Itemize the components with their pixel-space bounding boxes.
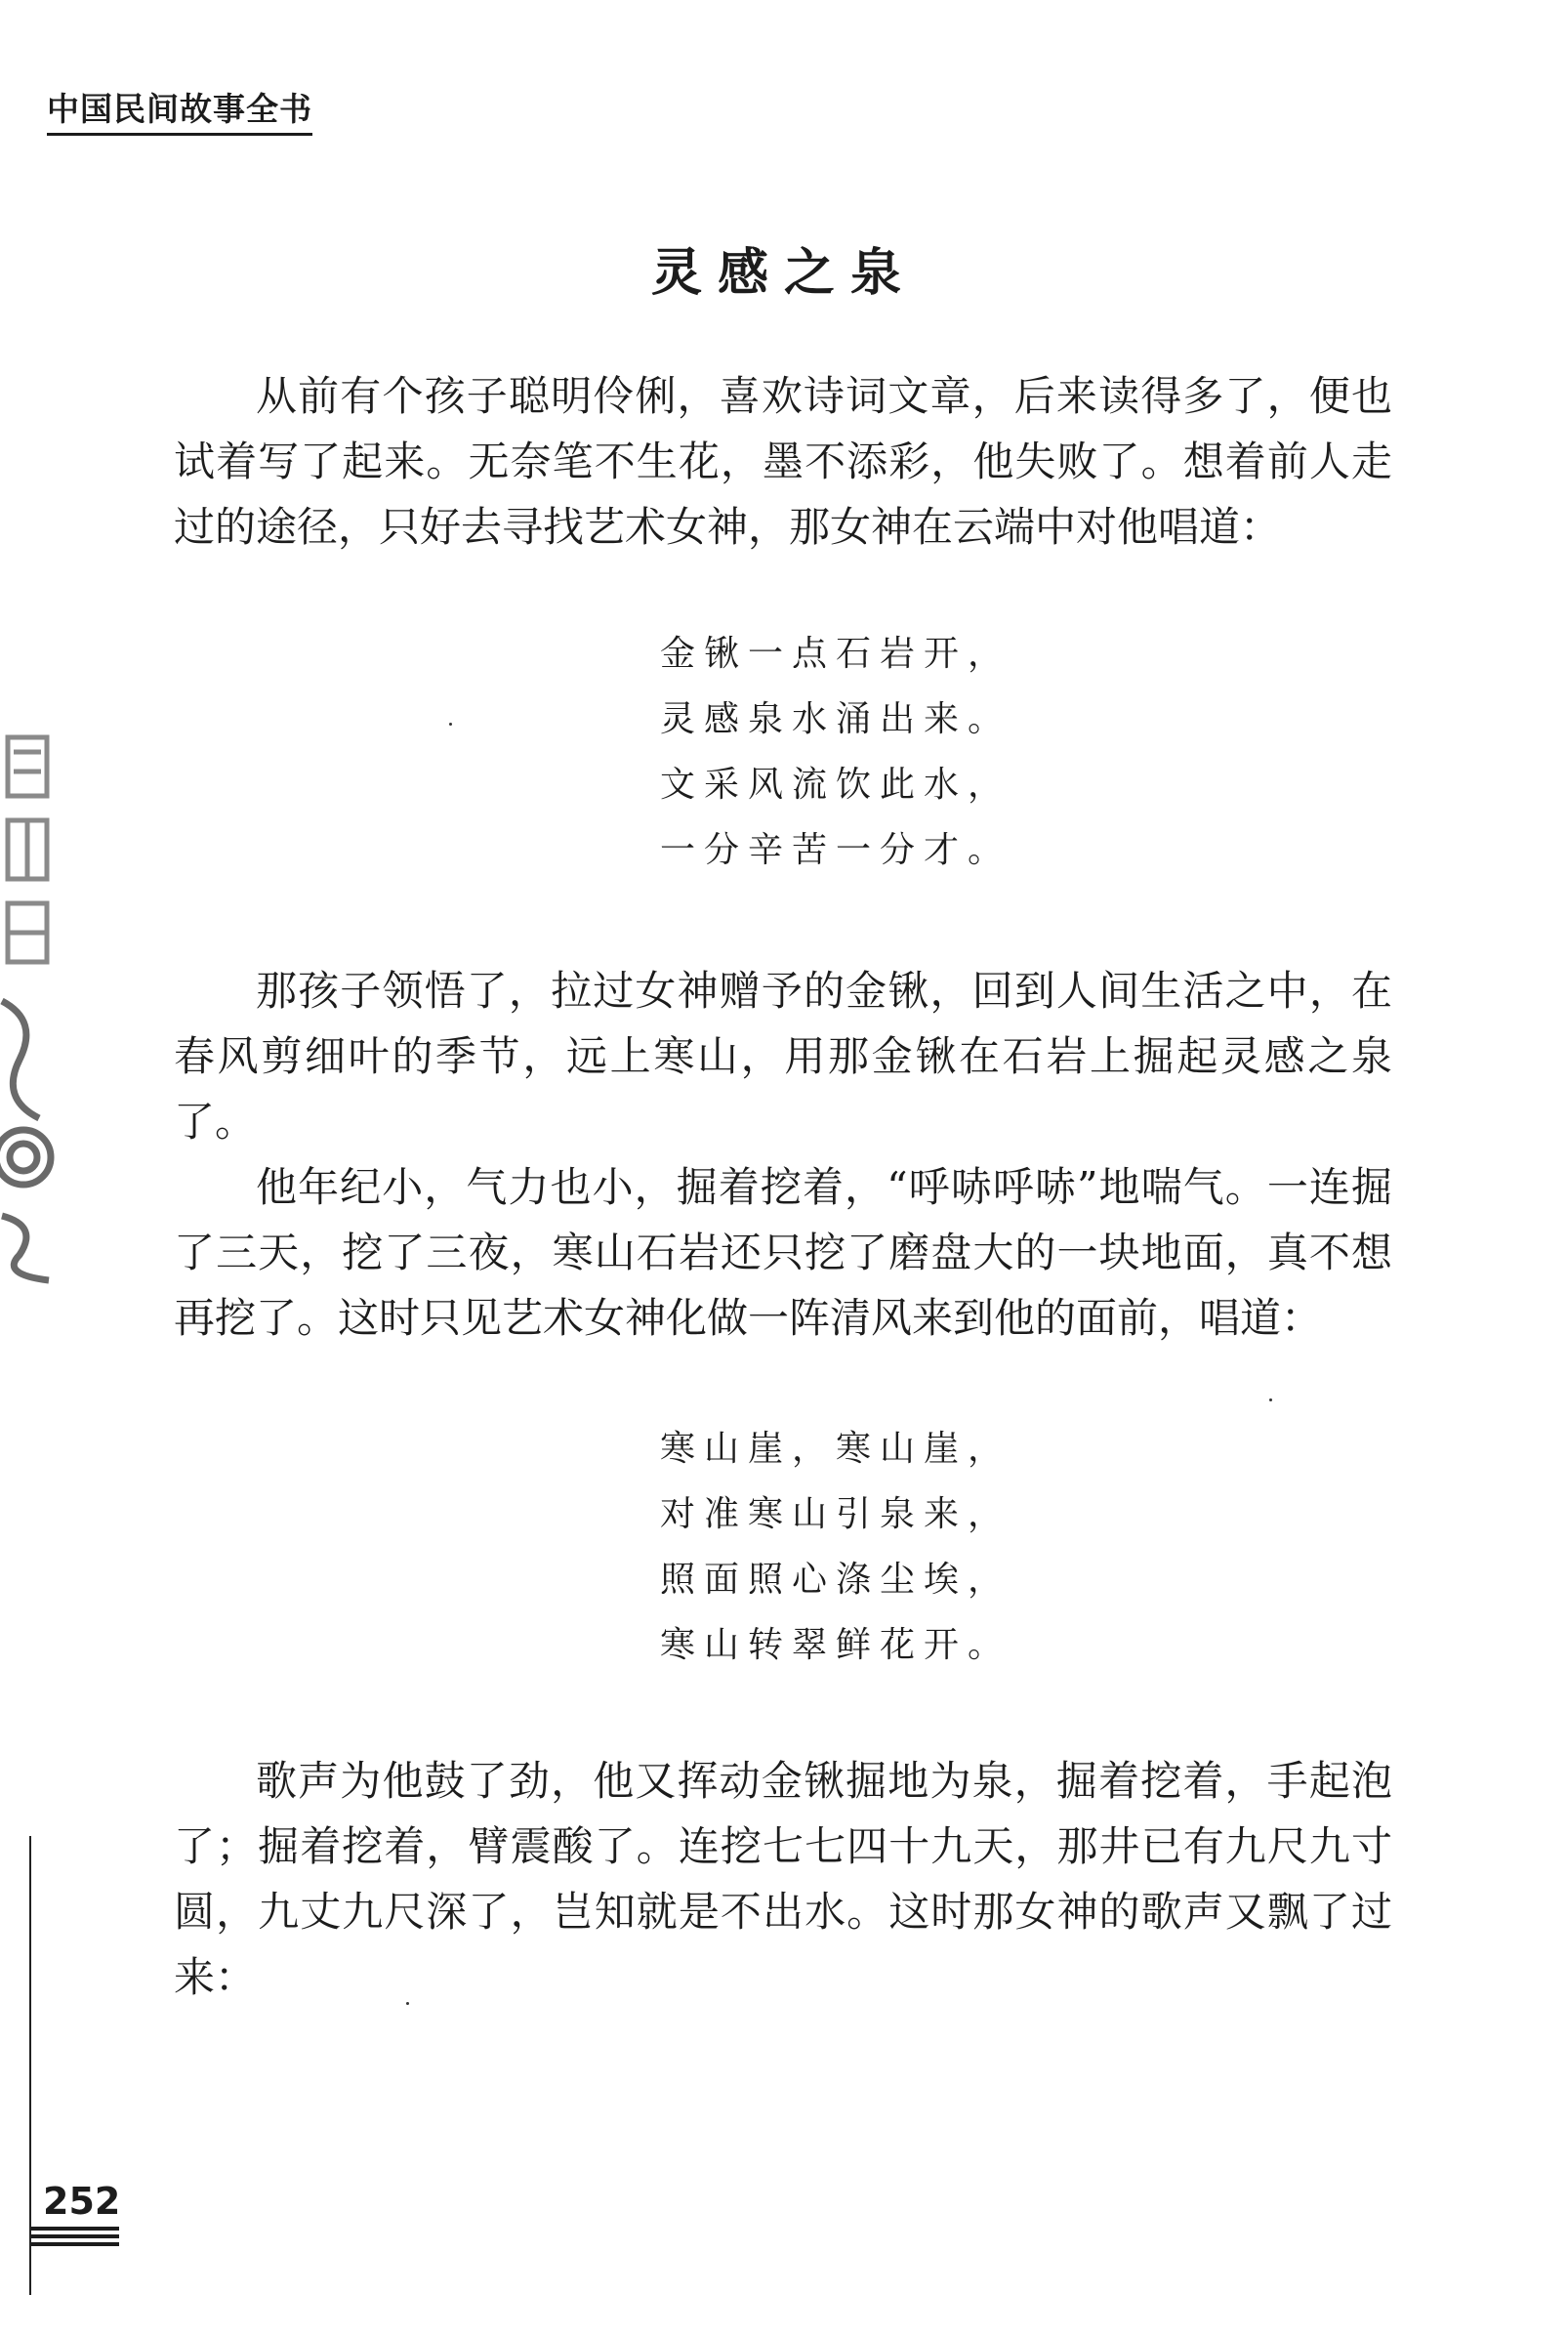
poem-2 [660,1416,1011,1678]
paragraph-3: 他年纪小，气力也小，掘着挖着，“呼哧呼哧”地喘气。一连掘了三天，挖了三夜，寒山石岩还只挖了磨盘大的一块地面，真不想再挖了。这时只见艺术女神化做一阵清风来到他的面前，唱道： [174,1163,1392,1342]
poem-line: 对准寒山引泉来， [660,1494,1012,1534]
story-title: 灵感之泉 [650,244,917,303]
paragraph-2: 那孩子领悟了，拉过女神赠予的金锹，回到人间生活之中，在春风剪细叶的季节，远上寒山，用那金锹在石岩上掘起灵感之泉了。 [174,967,1392,1146]
paragraph-1: 从前有个孩子聪明伶俐，喜欢诗词文章，后来读得多了，便也试着写了起来。无奈笔不生花，墨不添彩，他失败了。想着前人走过的途径，只好去寻找艺术女神，那女神在云端中对他唱道： [174,372,1392,551]
scan-speck [406,2002,409,2005]
poem-line: 灵感泉水涌出来。 [660,699,1012,739]
scan-speck [1269,1398,1272,1401]
poem-line: 照面照心涤尘埃， [660,1560,1012,1600]
page-number-underline [31,2227,119,2250]
poem-1 [660,621,1011,883]
poem-line: 文采风流饮此水， [660,765,1012,805]
side-decoration [0,728,76,1284]
poem-line: 一分辛苦一分才。 [660,830,1012,870]
poem-line: 金锹一点石岩开， [660,634,1012,674]
paragraph-4: 歌声为他鼓了劲，他又挥动金锹掘地为泉，掘着挖着，手起泡了；掘着挖着，臂震酸了。连挖七七四十九天，那井已有九尺九寸圆，九丈九尺深了，岂知就是不出水。这时那女神的歌声又飘了过来： [174,1757,1392,2001]
book-title-header: 中国民间故事全书 [47,84,312,136]
poem-line: 寒山崖，寒山崖， [660,1429,1012,1469]
scan-speck [449,723,452,726]
poem-line: 寒山转翠鲜花开。 [660,1625,1012,1665]
page-number: 252 [43,2180,121,2223]
